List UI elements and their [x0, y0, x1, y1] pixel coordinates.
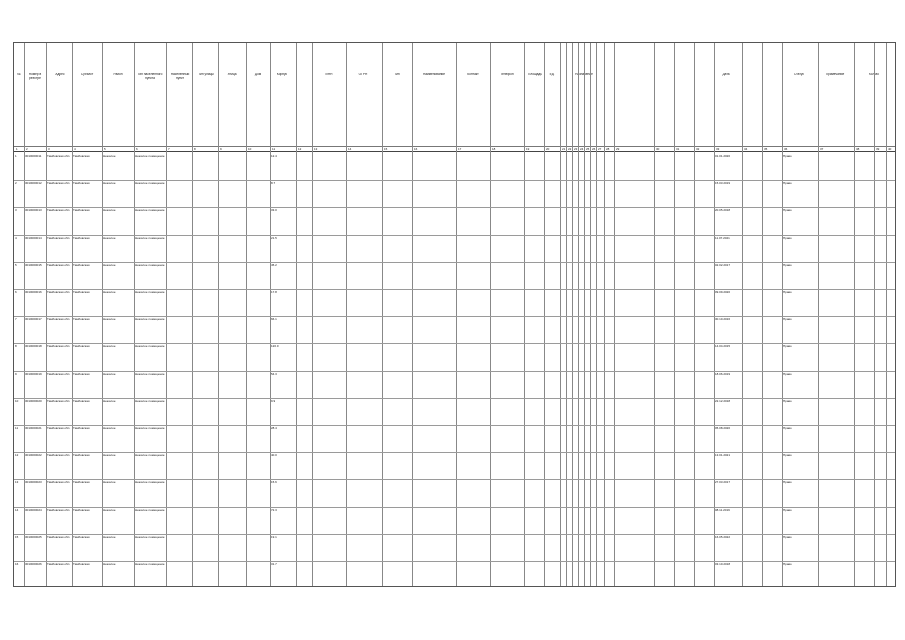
- cell-status: Право: [783, 236, 792, 240]
- column-number: 20: [546, 147, 550, 151]
- cell-reg: 3010000014: [25, 236, 42, 240]
- cell-type: Нежилое: [103, 209, 116, 213]
- cell-addr: Тамбовская обл.: [47, 535, 71, 539]
- cell-type: Нежилое: [103, 399, 116, 403]
- cell-addr: Тамбовская обл.: [47, 209, 71, 213]
- cell-reg: 3010000022: [25, 454, 42, 458]
- cell-date: 16.05.2022: [715, 535, 731, 539]
- cell-area: 72.3: [271, 508, 277, 512]
- column-number: 37: [820, 147, 824, 151]
- column-number: 25: [586, 147, 590, 151]
- column-number: 3: [48, 147, 50, 151]
- column-number: 18: [492, 147, 496, 151]
- cell-no: 2: [15, 182, 17, 186]
- cell-status: Право: [783, 508, 792, 512]
- table-row: [14, 235, 895, 262]
- cell-date: 09.09.2020: [715, 291, 731, 294]
- cell-name: Нежилое помещение: [135, 454, 165, 458]
- table-row: [14, 479, 895, 506]
- cell-name: Нежилое помещение: [135, 345, 165, 349]
- cell-type: Нежилое: [103, 563, 116, 566]
- cell-type: Нежилое: [103, 454, 116, 458]
- cell-status: Право: [783, 535, 792, 539]
- table-row: [14, 316, 895, 343]
- cell-subj: Тамбовская: [73, 454, 90, 458]
- column-number: 28: [606, 147, 610, 151]
- cell-reg: 3010000025: [25, 535, 42, 539]
- cell-status: Право: [783, 399, 792, 403]
- cell-addr: Тамбовская обл.: [47, 563, 71, 566]
- cell-addr: Тамбовская обл.: [47, 372, 71, 376]
- cell-type: Нежилое: [103, 535, 116, 539]
- cell-status: Право: [783, 318, 792, 322]
- header-status: Статус: [793, 73, 805, 76]
- table-row: [14, 452, 895, 479]
- cell-date: 27.03.2017: [715, 481, 731, 485]
- cell-no: 6: [15, 291, 17, 294]
- column-number: 31: [676, 147, 680, 151]
- header-settlement: Населённый пункт: [170, 73, 190, 80]
- cell-addr: Тамбовская обл.: [47, 182, 71, 186]
- column-number: 32: [696, 147, 700, 151]
- header-date: Дата: [722, 73, 730, 76]
- cell-reg: 3010000024: [25, 508, 42, 512]
- cell-subj: Тамбовская: [73, 236, 90, 240]
- header-building: Корпус: [276, 73, 288, 76]
- cell-no: 5: [15, 263, 17, 267]
- table-row: [14, 207, 895, 234]
- column-number: 22: [568, 147, 572, 151]
- cell-status: Право: [783, 155, 792, 158]
- table-row: [14, 398, 895, 425]
- cell-type: Нежилое: [103, 291, 116, 294]
- column-number: 11: [272, 147, 276, 151]
- cell-area: 8.7: [271, 182, 276, 186]
- cell-area: 19.1: [271, 535, 277, 539]
- header-address: Адрес: [55, 73, 65, 76]
- column-number: 34: [744, 147, 748, 151]
- column-number: 36: [784, 147, 788, 151]
- cell-addr: Тамбовская обл.: [47, 427, 71, 430]
- cell-status: Право: [783, 372, 792, 376]
- column-number: 39: [876, 147, 880, 151]
- cell-name: Нежилое помещение: [135, 427, 165, 430]
- header-street-type: Тип улицы: [198, 73, 214, 76]
- cell-area: 66.1: [271, 318, 277, 322]
- table-row: [14, 507, 895, 534]
- header-unit: Ед.: [549, 73, 555, 76]
- cell-name: Нежилое помещение: [135, 209, 165, 213]
- cell-date: 08.11.2019: [715, 508, 730, 512]
- cell-date: 20.05.2018: [715, 209, 731, 213]
- cell-reg: 3010000021: [25, 427, 42, 430]
- cell-date: 02.02.2017: [715, 263, 731, 267]
- header-street: Улица: [227, 73, 237, 76]
- column-number: 2: [26, 147, 28, 151]
- cell-no: 14: [15, 508, 19, 512]
- cell-name: Нежилое помещение: [135, 508, 165, 512]
- cell-name: Нежилое помещение: [135, 155, 165, 158]
- cell-subj: Тамбовская: [73, 427, 90, 430]
- table-row: [14, 343, 895, 370]
- cell-addr: Тамбовская обл.: [47, 291, 71, 294]
- column-number: 10: [248, 147, 252, 151]
- cell-subj: Тамбовская: [73, 318, 90, 322]
- cell-subj: Тамбовская: [73, 209, 90, 213]
- cell-no: 11: [15, 427, 19, 430]
- cell-reg: 3010000026: [25, 563, 42, 566]
- cell-date: 03.10.2018: [715, 563, 731, 566]
- cell-area: 21.5: [271, 236, 277, 240]
- header-area: Площадь: [528, 73, 542, 76]
- header-no: №: [17, 73, 21, 76]
- cell-addr: Тамбовская обл.: [47, 508, 71, 512]
- cell-type: Нежилое: [103, 318, 116, 322]
- cell-subj: Тамбовская: [73, 481, 90, 485]
- cell-addr: Тамбовская обл.: [47, 454, 71, 458]
- cell-area: 45.2: [271, 263, 277, 267]
- cell-reg: 3010000017: [25, 318, 42, 322]
- cell-date: 13.01.2021: [715, 454, 731, 458]
- cell-area: 31.7: [271, 563, 277, 566]
- cell-type: Нежилое: [103, 508, 116, 512]
- cell-area: 9.9: [271, 399, 276, 403]
- cell-name: Нежилое помещение: [135, 182, 165, 186]
- table-row: [14, 289, 895, 316]
- header-ogrn: ОГРН: [358, 73, 368, 76]
- cell-name: Нежилое помещение: [135, 372, 165, 376]
- table-row: [14, 180, 895, 207]
- cell-date: 18.06.2019: [715, 372, 731, 376]
- header-name: Наименование: [422, 73, 446, 76]
- column-number: 6: [136, 147, 138, 151]
- cell-reg: 3010000016: [25, 291, 42, 294]
- cell-name: Нежилое помещение: [135, 399, 165, 403]
- cell-addr: Тамбовская обл.: [47, 236, 71, 240]
- column-number: 4: [74, 147, 76, 151]
- column-number: 1: [16, 147, 18, 151]
- cell-no: 15: [15, 535, 19, 539]
- header-register-number: Номер в реестре: [28, 73, 42, 80]
- column-number: 38: [856, 147, 860, 151]
- cell-status: Право: [783, 291, 792, 294]
- cell-name: Нежилое помещение: [135, 563, 165, 566]
- cell-status: Право: [783, 563, 792, 566]
- cell-subj: Тамбовская: [73, 563, 90, 566]
- cell-status: Право: [783, 182, 792, 186]
- cell-reg: 3010000020: [25, 399, 42, 403]
- header-count: Кол-во: [869, 73, 879, 76]
- column-number: 7: [168, 147, 170, 151]
- column-number: 16: [414, 147, 418, 151]
- cell-type: Нежилое: [103, 372, 116, 376]
- cell-no: 10: [15, 399, 19, 403]
- cell-status: Право: [783, 481, 792, 485]
- column-number: 19: [526, 147, 530, 151]
- column-number: 14: [348, 147, 352, 151]
- cell-status: Право: [783, 427, 792, 430]
- header-bin: ИНН: [325, 73, 333, 76]
- cell-subj: Тамбовская: [73, 291, 90, 294]
- cell-subj: Тамбовская: [73, 535, 90, 539]
- column-number: 17: [458, 147, 462, 151]
- table-row: [14, 262, 895, 289]
- cell-area: 40.0: [271, 454, 277, 458]
- cell-status: Право: [783, 263, 792, 267]
- cell-type: Нежилое: [103, 236, 116, 240]
- cell-reg: 3010000013: [25, 209, 42, 213]
- cell-date: 01.01.2020: [715, 155, 731, 158]
- table-row: [14, 561, 895, 587]
- cell-addr: Тамбовская обл.: [47, 263, 71, 267]
- header-phone: Телефон: [500, 73, 514, 76]
- cell-no: 13: [15, 481, 19, 485]
- cell-area: 28.4: [271, 427, 277, 430]
- table-row: [14, 153, 895, 180]
- cell-no: 7: [15, 318, 17, 322]
- cell-reg: 3010000012: [25, 182, 42, 186]
- column-number: 26: [592, 147, 596, 151]
- cell-status: Право: [783, 454, 792, 458]
- cell-no: 8: [15, 345, 17, 349]
- header-type: Тип: [394, 73, 400, 76]
- cell-name: Нежилое помещение: [135, 263, 165, 267]
- cell-no: 9: [15, 372, 17, 376]
- cell-type: Нежилое: [103, 345, 116, 349]
- cell-addr: Тамбовская обл.: [47, 481, 71, 485]
- cell-no: 16: [15, 563, 19, 566]
- cell-area: 33.0: [271, 209, 277, 213]
- cell-addr: Тамбовская обл.: [47, 345, 71, 349]
- cell-subj: Тамбовская: [73, 508, 90, 512]
- cell-addr: Тамбовская обл.: [47, 155, 71, 158]
- cell-area: 54.3: [271, 372, 277, 376]
- table-row: [14, 371, 895, 398]
- table-row: [14, 534, 895, 561]
- cell-subj: Тамбовская: [73, 345, 90, 349]
- header-purpose: Назначение: [575, 73, 593, 76]
- cell-name: Нежилое помещение: [135, 318, 165, 322]
- column-number: 27: [598, 147, 602, 151]
- cell-addr: Тамбовская обл.: [47, 318, 71, 322]
- column-number: 29: [616, 147, 620, 151]
- column-number: 21: [562, 147, 566, 151]
- column-number: 33: [716, 147, 720, 151]
- cell-no: 1: [15, 155, 17, 158]
- column-number: 13: [314, 147, 318, 151]
- cell-date: 11.07.2021: [715, 236, 730, 240]
- cell-reg: 3010000015: [25, 263, 42, 267]
- cell-type: Нежилое: [103, 427, 116, 430]
- cell-subj: Тамбовская: [73, 155, 90, 158]
- header-district: Район: [113, 73, 123, 76]
- column-number: 35: [764, 147, 768, 151]
- table-row: [14, 425, 895, 452]
- cell-name: Нежилое помещение: [135, 291, 165, 294]
- header-house: Дом: [254, 73, 262, 76]
- cell-date: 05.08.2020: [715, 427, 731, 430]
- header-subject: Субъект: [80, 73, 94, 76]
- cell-area: 12.4: [271, 155, 277, 158]
- cell-subj: Тамбовская: [73, 399, 90, 403]
- cell-name: Нежилое помещение: [135, 481, 165, 485]
- cell-no: 4: [15, 236, 17, 240]
- column-number: 5: [104, 147, 106, 151]
- cell-type: Нежилое: [103, 481, 116, 485]
- cell-no: 3: [15, 209, 17, 213]
- cell-date: 15.03.2019: [715, 182, 731, 186]
- column-number: 15: [384, 147, 388, 151]
- cell-no: 12: [15, 454, 19, 458]
- cell-date: 14.04.2015: [715, 345, 731, 349]
- cell-reg: 3010000011: [25, 155, 42, 158]
- cell-area: 120.0: [271, 345, 279, 349]
- cell-reg: 3010000018: [25, 345, 42, 349]
- column-number: 30: [656, 147, 660, 151]
- cell-status: Право: [783, 209, 792, 213]
- column-number: 8: [194, 147, 196, 151]
- header-contact: Контакт: [467, 73, 479, 76]
- column-number: 9: [220, 147, 222, 151]
- column-number: 24: [580, 147, 584, 151]
- cell-area: 17.8: [271, 291, 277, 294]
- cell-reg: 3010000019: [25, 372, 42, 376]
- cell-name: Нежилое помещение: [135, 535, 165, 539]
- column-number: 12: [298, 147, 302, 151]
- cell-type: Нежилое: [103, 182, 116, 186]
- cell-area: 15.6: [271, 481, 277, 485]
- cell-date: 22.12.2018: [715, 399, 731, 403]
- column-number: 23: [574, 147, 578, 151]
- header-note: Примечание: [825, 73, 845, 76]
- header-settlement-type: Тип населённого пункта: [137, 73, 163, 80]
- cell-subj: Тамбовская: [73, 263, 90, 267]
- cell-type: Нежилое: [103, 263, 116, 267]
- cell-subj: Тамбовская: [73, 372, 90, 376]
- cell-name: Нежилое помещение: [135, 236, 165, 240]
- cell-date: 30.10.2016: [715, 318, 731, 322]
- column-number: 40: [888, 147, 892, 151]
- cell-reg: 3010000023: [25, 481, 42, 485]
- cell-addr: Тамбовская обл.: [47, 399, 71, 403]
- register-table: [13, 42, 896, 587]
- cell-status: Право: [783, 345, 792, 349]
- cell-subj: Тамбовская: [73, 182, 90, 186]
- cell-type: Нежилое: [103, 155, 116, 158]
